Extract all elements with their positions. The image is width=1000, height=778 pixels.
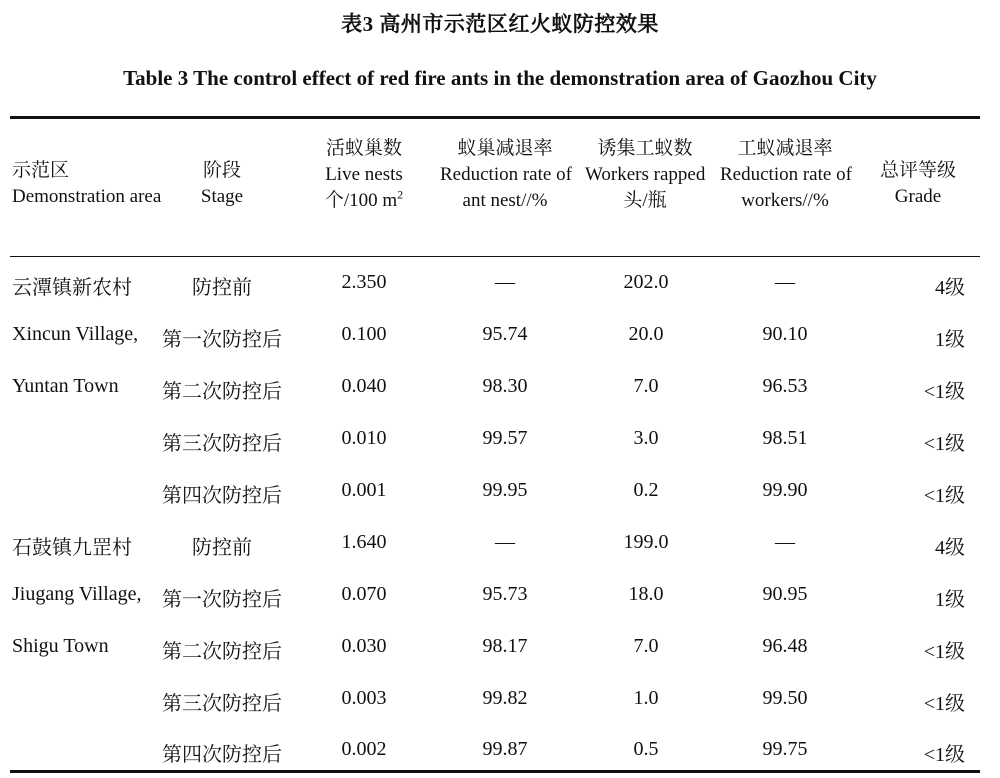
cell-stage: 第四次防控后 [162, 485, 282, 507]
cell-area: 石鼓镇九罡村 [12, 537, 132, 559]
cell-nests: 1.640 [341, 531, 387, 553]
cell-area: Xincun Village, [12, 323, 139, 345]
header-rnest-cn: 蚁巢减退率 [457, 138, 553, 159]
cell-stage: 第二次防控后 [162, 641, 282, 663]
cell-area: Jiugang Village, [12, 583, 142, 605]
cell-workers: 0.5 [633, 738, 659, 760]
cell-reduction-workers: 99.75 [762, 738, 808, 760]
cell-stage: 第四次防控后 [162, 744, 282, 766]
header-area-cn: 示范区 [12, 160, 70, 181]
header-nests-cn: 活蚁巢数 [325, 138, 402, 159]
cell-reduction-nest: 98.30 [482, 375, 528, 397]
header-bottom-rule [10, 256, 980, 257]
cell-nests: 0.040 [341, 375, 387, 397]
header-live-nests [310, 136, 418, 214]
cell-workers: 202.0 [623, 271, 669, 293]
cell-reduction-workers: 96.53 [762, 375, 808, 397]
header-demonstration-area [12, 158, 161, 210]
header-reduction-workers [720, 136, 850, 214]
cell-grade: <1级 [923, 744, 965, 766]
cell-area: 云潭镇新农村 [12, 277, 132, 299]
table-top-rule [10, 116, 980, 119]
header-rnest-unit: ant nest//% [462, 190, 548, 211]
cell-grade: 1级 [935, 589, 965, 611]
cell-nests: 2.350 [341, 271, 387, 293]
header-workers-en: Workers rapped [585, 164, 706, 185]
table-title-english: Table 3 The control effect of red fire ants in the demonstration area of Gaozhou City [123, 66, 877, 90]
header-reduction-nest [440, 136, 570, 214]
table-title-chinese: 表3 高州市示范区红火蚁防控效果 [341, 12, 659, 36]
cell-workers: 199.0 [623, 531, 669, 553]
cell-stage: 第一次防控后 [162, 329, 282, 351]
header-stage-en: Stage [200, 186, 244, 207]
table-row [0, 415, 1000, 467]
cell-reduction-workers: 96.48 [762, 635, 808, 657]
cell-grade: <1级 [923, 641, 965, 663]
cell-workers: 1.0 [633, 687, 659, 709]
cell-reduction-nest: 99.82 [482, 687, 528, 709]
table-row [0, 467, 1000, 519]
cell-nests: 0.100 [341, 323, 387, 345]
cell-reduction-nest: 98.17 [482, 635, 528, 657]
cell-workers: 18.0 [628, 583, 664, 605]
cell-area: Shigu Town [12, 635, 109, 657]
table-row [0, 363, 1000, 415]
cell-workers: 7.0 [633, 635, 659, 657]
header-workers [585, 136, 705, 214]
cell-reduction-nest: 95.74 [482, 323, 528, 345]
cell-grade: 1级 [935, 329, 965, 351]
cell-stage: 第一次防控后 [162, 589, 282, 611]
header-nests-unit-sup: 2 [397, 187, 404, 202]
table-row [0, 571, 1000, 623]
cell-reduction-nest: 99.87 [482, 738, 528, 760]
cell-grade: <1级 [923, 693, 965, 715]
cell-reduction-workers: 99.50 [762, 687, 808, 709]
header-rwork-unit: workers//% [741, 190, 829, 211]
header-workers-cn: 诱集工蚁数 [597, 138, 693, 159]
cell-nests: 0.030 [341, 635, 387, 657]
cell-reduction-nest: — [495, 271, 515, 293]
header-stage [184, 158, 260, 210]
header-grade [870, 158, 966, 210]
table-row [0, 623, 1000, 675]
cell-reduction-workers: 90.10 [762, 323, 808, 345]
header-rwork-en: Reduction rate of [720, 164, 852, 185]
header-nests-unit-text: 个/100 m [324, 190, 398, 211]
cell-reduction-workers: 98.51 [762, 427, 808, 449]
table-row [0, 675, 1000, 727]
header-workers-unit: 头/瓶 [623, 190, 667, 211]
cell-workers: 3.0 [633, 427, 659, 449]
cell-workers: 0.2 [633, 479, 659, 501]
cell-nests: 0.001 [341, 479, 387, 501]
header-nests-unit [310, 188, 418, 214]
header-grade-en: Grade [894, 186, 942, 207]
header-area-en: Demonstration area [12, 186, 162, 207]
cell-stage: 防控前 [192, 277, 252, 299]
table-row [0, 311, 1000, 363]
header-rwork-cn: 工蚁减退率 [737, 138, 833, 159]
cell-reduction-workers: 90.95 [762, 583, 808, 605]
cell-reduction-nest: 99.57 [482, 427, 528, 449]
cell-reduction-workers: — [775, 271, 795, 293]
cell-reduction-workers: — [775, 531, 795, 553]
cell-area: Yuntan Town [12, 375, 119, 397]
header-rnest-en: Reduction rate of [440, 164, 572, 185]
cell-grade: 4级 [935, 277, 965, 299]
table-row [0, 519, 1000, 571]
cell-grade: <1级 [923, 433, 965, 455]
cell-nests: 0.003 [341, 687, 387, 709]
cell-reduction-nest: 95.73 [482, 583, 528, 605]
cell-stage: 第二次防控后 [162, 381, 282, 403]
cell-grade: <1级 [923, 381, 965, 403]
header-grade-cn: 总评等级 [879, 160, 956, 181]
cell-reduction-workers: 99.90 [762, 479, 808, 501]
cell-reduction-nest: — [495, 531, 515, 553]
cell-stage: 第三次防控后 [162, 693, 282, 715]
cell-stage: 防控前 [192, 537, 252, 559]
cell-workers: 20.0 [628, 323, 664, 345]
cell-stage: 第三次防控后 [162, 433, 282, 455]
header-stage-cn: 阶段 [202, 160, 241, 181]
header-nests-en: Live nests [325, 164, 403, 185]
cell-grade: <1级 [923, 485, 965, 507]
table-row [0, 259, 1000, 311]
cell-nests: 0.002 [341, 738, 387, 760]
table-bottom-rule [10, 770, 980, 773]
cell-grade: 4级 [935, 537, 965, 559]
cell-reduction-nest: 99.95 [482, 479, 528, 501]
cell-nests: 0.070 [341, 583, 387, 605]
cell-nests: 0.010 [341, 427, 387, 449]
cell-workers: 7.0 [633, 375, 659, 397]
